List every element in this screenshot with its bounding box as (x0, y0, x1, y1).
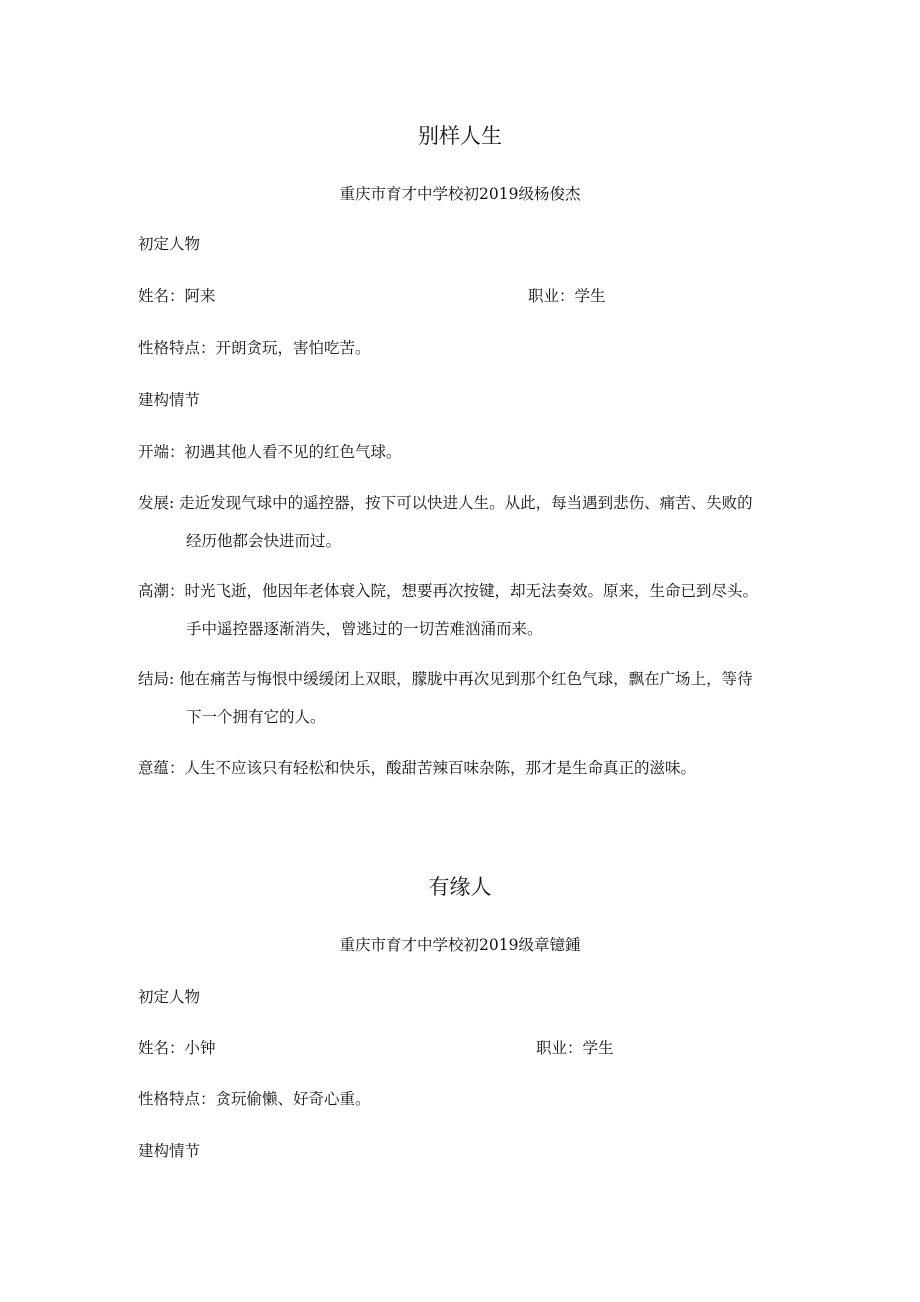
plot-ending: 结局: 他在痛苦与悔恨中缓缓闭上双眼，朦胧中再次见到那个红色气球，飘在广场上，等待 (138, 670, 753, 688)
story-title: 有缘人 (428, 875, 492, 899)
story-title: 别样人生 (418, 124, 502, 148)
character-job: 职业：学生 (528, 287, 606, 305)
plot-climax-cont: 手中遥控器逐渐消失，曾逃过的一切苦难汹涌而来。 (186, 620, 543, 638)
character-traits: 性格特点：贪玩偷懒、好奇心重。 (138, 1090, 371, 1108)
plot-heading: 建构情节 (138, 1142, 201, 1160)
plot-development-cont: 经历他都会快进而过。 (186, 532, 342, 550)
plot-meaning: 意蕴：人生不应该只有轻松和快乐，酸甜苦辣百味杂陈，那才是生命真正的滋味。 (138, 759, 697, 777)
character-traits: 性格特点：开朗贪玩，害怕吃苦。 (138, 339, 371, 357)
character-heading: 初定人物 (138, 988, 201, 1006)
character-name: 姓名：小钟 (138, 1039, 216, 1057)
story-author: 重庆市育才中学校初2019级章镱鍾 (339, 936, 581, 954)
plot-climax: 高潮：时光飞逝，他因年老体衰入院，想要再次按键，却无法奏效。原来，生命已到尽头。 (138, 582, 759, 600)
character-job: 职业：学生 (536, 1039, 614, 1057)
plot-opening: 开端：初遇其他人看不见的红色气球。 (138, 443, 402, 461)
plot-ending-cont: 下一个拥有它的人。 (186, 708, 326, 726)
character-name: 姓名：阿来 (138, 287, 216, 305)
story-author: 重庆市育才中学校初2019级杨俊杰 (339, 185, 581, 203)
plot-development: 发展: 走近发现气球中的遥控器，按下可以快进人生。从此，每当遇到悲伤、痛苦、失败的 (138, 494, 753, 512)
plot-heading: 建构情节 (138, 391, 201, 409)
character-heading: 初定人物 (138, 235, 201, 253)
